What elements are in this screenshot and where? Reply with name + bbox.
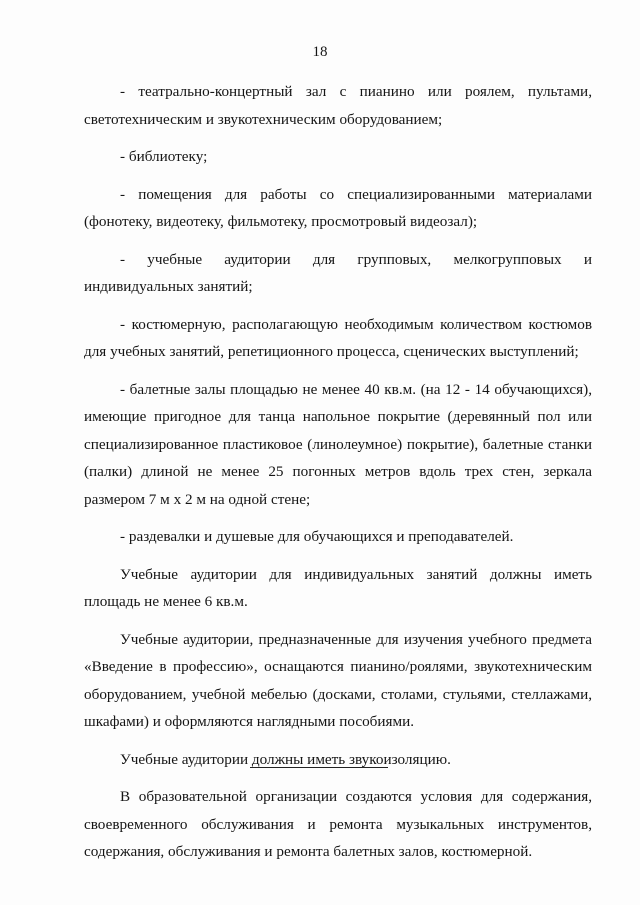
list-item-ballet-halls: - балетные залы площадью не менее 40 кв.м. (на 12 - 14 обучающихся), имеющие пригодное для танца напольное покрытие (деревянный пол или специализированное пластиковое (линолеумное) покрытие), балетные станки (палки) длиной не менее 25 погонных метров вдоль трех стен, зеркала размером 7 м х 2 м на одной стене; <box>84 380 592 508</box>
list-item-media-rooms: - помещения для работы со специализированными материалами (фонотеку, видеотеку, фильмотеку, просмотровый видеозал); <box>84 185 592 230</box>
paragraph-introduction-classrooms: Учебные аудитории, предназначенные для изучения учебного предмета «Введение в профессию», оснащаются пианино/роялями, звукотехническим оборудованием, учебной мебелью (досками, столами, стульями, стеллажами, шкафами) и оформляются наглядными пособиями. <box>84 630 592 730</box>
document-body <box>84 78 592 876</box>
end-separator-line <box>250 767 388 768</box>
paragraph-soundproofing: Учебные аудитории должны иметь звукоизоляцию. <box>120 750 451 768</box>
paragraph-maintenance-conditions: В образовательной организации создаются условия для содержания, своевременного обслуживания и ремонта музыкальных инструментов, содержания, обслуживания и ремонта балетных залов, костюмерной. <box>84 788 592 860</box>
list-item-costume-room: - костюмерную, располагающую необходимым количеством костюмов для учебных занятий, репетиционного процесса, сценических выступлений; <box>84 315 592 360</box>
paragraph-individual-classrooms: Учебные аудитории для индивидуальных занятий должны иметь площадь не менее 6 кв.м. <box>84 565 592 610</box>
list-item-concert-hall: - театрально-концертный зал с пианино или роялем, пультами, светотехническим и звукотехническим оборудованием; <box>84 83 592 128</box>
list-item-library: - библиотеку; <box>120 148 208 165</box>
page-number: 18 <box>312 44 328 60</box>
list-item-changing-rooms: - раздевалки и душевые для обучающихся и преподавателей. <box>120 528 514 545</box>
list-item-classrooms: - учебные аудитории для групповых, мелкогрупповых и индивидуальных занятий; <box>84 250 592 295</box>
